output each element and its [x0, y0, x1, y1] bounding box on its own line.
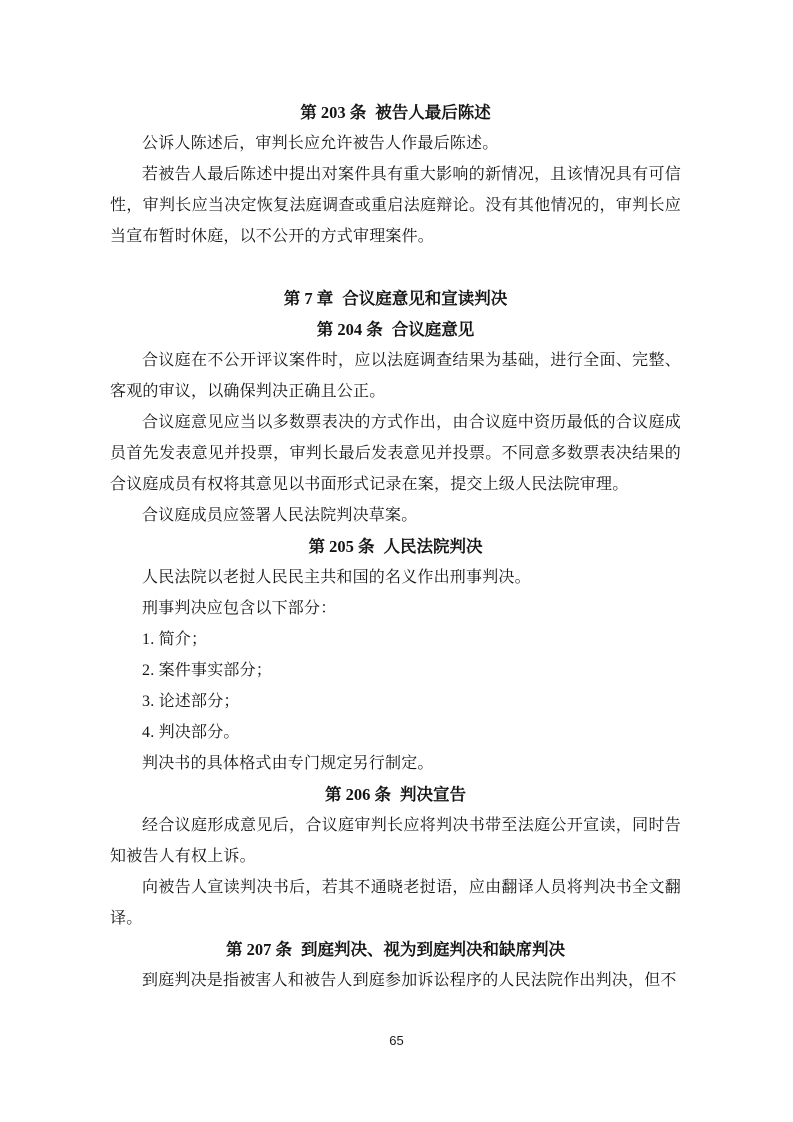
- page-number: 65: [389, 1033, 404, 1048]
- paragraph: 合议庭成员应签署人民法院判决草案。: [142, 507, 418, 524]
- document-body: [110, 97, 681, 996]
- chapter-heading: [110, 283, 681, 314]
- heading-title: 被告人最后陈述: [375, 103, 491, 122]
- article-heading: [110, 779, 681, 810]
- heading-title: 合议庭意见: [391, 320, 475, 339]
- heading-label: 第 203 条: [300, 103, 367, 122]
- heading-label: 第 7 章: [283, 289, 334, 308]
- heading-label: 第 204 条: [316, 320, 383, 339]
- paragraph: 人民法院以老挝人民民主共和国的名义作出刑事判决。: [142, 569, 531, 586]
- article-heading: [110, 97, 681, 128]
- heading-label: 第 206 条: [324, 785, 391, 804]
- list-item: 4. 判决部分。: [142, 724, 240, 741]
- paragraph: 公诉人陈述后，审判长应允许被告人作最后陈述。: [142, 135, 499, 152]
- paragraph: 到庭判决是指被害人和被告人到庭参加诉讼程序的人民法院作出判决，但不: [142, 972, 677, 989]
- heading-title: 人民法院判决: [383, 537, 483, 556]
- article-heading: [110, 314, 681, 345]
- list-item: 1. 简介；: [142, 631, 208, 648]
- heading-label: 第 205 条: [308, 537, 375, 556]
- paragraph: 合议庭意见应当以多数票表决的方式作出，由合议庭中资历最低的合议庭成员首先发表意见并投票，审判长最后发表意见并投票。不同意多数票表决结果的合议庭成员有权将其意见以书面形式记录在案，提交上级人民法院审理。: [110, 414, 681, 493]
- paragraph: 判决书的具体格式由专门规定另行制定。: [142, 755, 434, 772]
- page-footer: [0, 1032, 793, 1050]
- heading-title: 到庭判决、视为到庭判决和缺席判决: [301, 940, 566, 959]
- article-heading: [110, 934, 681, 965]
- heading-title: 合议庭意见和宣读判决: [342, 289, 508, 308]
- paragraph: 若被告人最后陈述中提出对案件具有重大影响的新情况，且该情况具有可信性，审判长应当决定恢复法庭调查或重启法庭辩论。没有其他情况的，审判长应当宣布暂时休庭，以不公开的方式审理案件。: [110, 166, 681, 245]
- list-item: 3. 论述部分；: [142, 693, 240, 710]
- article-heading: [110, 531, 681, 562]
- paragraph: 向被告人宣读判决书后，若其不通晓老挝语，应由翻译人员将判决书全文翻译。: [110, 879, 681, 927]
- paragraph: 刑事判决应包含以下部分：: [142, 600, 337, 617]
- heading-title: 判决宣告: [400, 785, 467, 804]
- list-item: 2. 案件事实部分；: [142, 662, 273, 679]
- heading-label: 第 207 条: [225, 940, 292, 959]
- paragraph: 经合议庭形成意见后，合议庭审判长应将判决书带至法庭公开宣读，同时告知被告人有权上诉。: [110, 817, 681, 865]
- paragraph: 合议庭在不公开评议案件时，应以法庭调查结果为基础，进行全面、完整、客观的审议，以确保判决正确且公正。: [110, 352, 681, 400]
